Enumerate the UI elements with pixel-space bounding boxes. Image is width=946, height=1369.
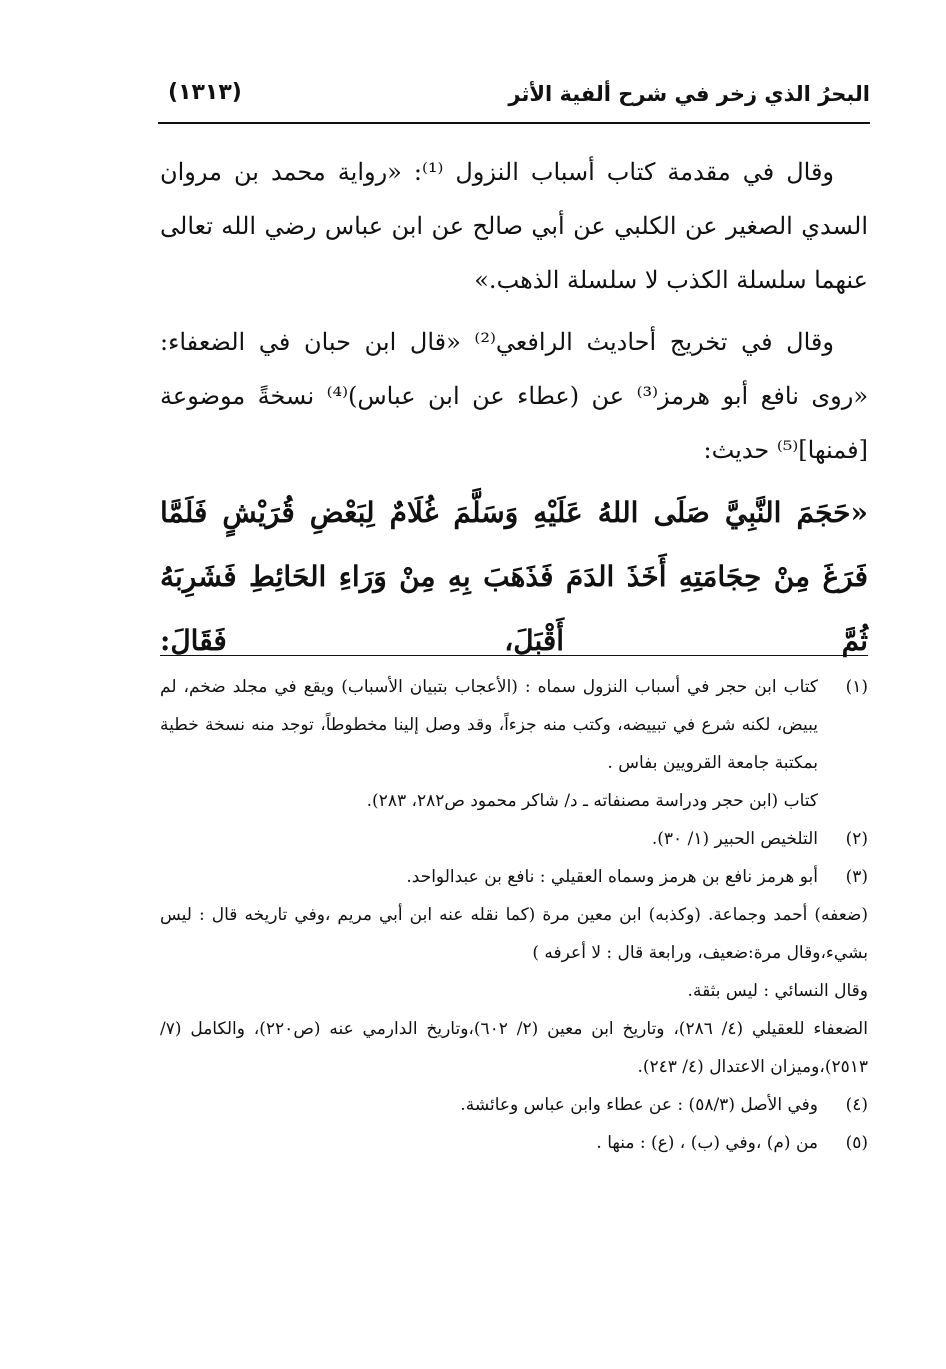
footnote-text: وفي الأصل (٥٨/٣) : عن عطاء وابن عباس وعائشة. bbox=[460, 1095, 818, 1115]
footnote-text: من (م) ،وفي (ب) ، (ع) : منها . bbox=[596, 1133, 818, 1153]
footnote-text: وقال النسائي : ليس بثقة. bbox=[687, 981, 868, 1001]
main-text bbox=[160, 145, 868, 673]
footnotes bbox=[160, 668, 868, 1162]
footnote-divider bbox=[160, 655, 868, 656]
paragraph-takhrij: وقال في تخريج أحاديث الرافعي⁽²⁾ «قال ابن حبان في الضعفاء: «روى نافع أبو هرمز⁽³⁾ عن (عطاء عن ابن عباس)⁽⁴⁾ نسخةً موضوعة [فمنها]⁽⁵⁾ حديث: bbox=[160, 328, 868, 464]
book-title: البحرُ الذي زخر في شرح ألفية الأثر bbox=[508, 82, 870, 106]
footnote-number: (١) bbox=[845, 677, 868, 697]
footnote-number: (٤) bbox=[845, 1095, 868, 1115]
footnote-number: (٥) bbox=[845, 1133, 868, 1153]
page-number: (١٣١٣) bbox=[168, 80, 242, 105]
footnote-2 bbox=[160, 820, 868, 858]
footnote-text: (ضعفه) أحمد وجماعة. (وكذبه) ابن معين مرة (كما نقله عنه ابن أبي مريم ،وفي تاريخه قال : ليس بشيء،وقال مرة:ضعيف، ورابعة قال : لا أعرفه ) bbox=[160, 905, 868, 963]
paragraph-asbab-al-nuzul: وقال في مقدمة كتاب أسباب النزول ⁽¹⁾: «رواية محمد بن مروان السدي الصغير عن الكلبي عن أبي صالح عن ابن عباس رضي الله تعالى عنهما سلسلة الكذب لا سلسلة الذهب.» bbox=[160, 158, 868, 294]
footnote-5 bbox=[160, 1124, 868, 1162]
footnote-text: كتاب (ابن حجر ودراسة مصنفاته ـ د/ شاكر محمود ص٢٨٢، ٢٨٣). bbox=[366, 791, 818, 811]
footnote-number: (٢) bbox=[845, 829, 868, 849]
header-divider bbox=[158, 122, 870, 124]
footnote-number: (٣) bbox=[845, 867, 868, 887]
footnote-text: الضعفاء للعقيلي (٤/ ٢٨٦)، وتاريخ ابن معين (٢/ ٦٠٢)،وتاريخ الدارمي عنه (ص٢٢٠)، والكامل (٧/ ٢٥١٣)،وميزان الاعتدال (٤/ ٢٤٣). bbox=[160, 1019, 868, 1077]
footnote-4 bbox=[160, 1086, 868, 1124]
running-header bbox=[158, 78, 870, 118]
footnote-1 bbox=[160, 668, 868, 820]
hadith-text: «حَجَمَ النَّبِيَّ صَلَى اللهُ عَلَيْهِ وَسَلَّمَ غُلَامٌ لِبَعْضِ قُرَيْشٍ فَلَمَّا فَرَغَ مِنْ حِجَامَتِهِ أَخَذَ الدَمَ فَذَهَبَ بِهِ مِنْ وَرَاءِ الحَائِطِ فَشَرِبَهُ ثُمَّ أَقْبَلَ، فَقَالَ: bbox=[160, 496, 868, 657]
footnote-text: كتاب ابن حجر في أسباب النزول سماه : (الأعجاب بتبيان الأسباب) ويقع في مجلد ضخم، لم يبيض، لكنه شرع في تبييضه، وكتب منه جزءاً، وقد وصل إلينا مخطوطاً، توجد منه نسخة خطية بمكتبة جامعة القرويين بفاس . bbox=[160, 677, 818, 773]
footnote-text: التلخيص الحبير (١/ ٣٠). bbox=[651, 829, 818, 849]
footnote-text: أبو هرمز نافع بن هرمز وسماه العقيلي : نافع بن عبدالواحد. bbox=[406, 867, 818, 887]
footnote-3 bbox=[160, 858, 868, 1086]
